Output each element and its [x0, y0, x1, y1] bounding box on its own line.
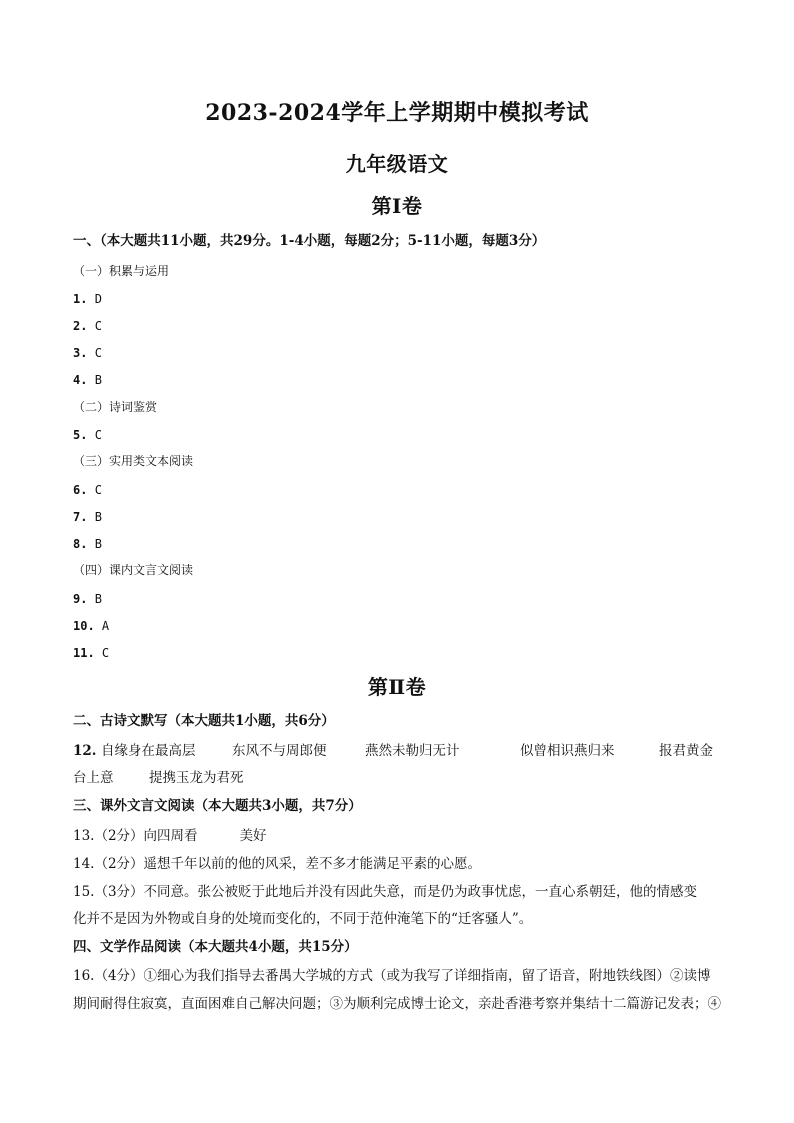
subsection-heading: （二）诗词鉴赏 [73, 400, 158, 414]
answer-line: 2. C [73, 319, 102, 333]
answer-line: 11. C [73, 646, 110, 660]
answer-line: 6. C [73, 483, 102, 497]
section-2-heading: 二、古诗文默写（本大题共1小题，共6分） [73, 713, 335, 729]
answer-line: 5. C [73, 428, 102, 442]
section-4-heading: 四、文学作品阅读（本大题共4小题，共15分） [73, 939, 358, 955]
answer-line: 12. 自缘身在最高层 东风不与周郎便 燕然未勒归无计 似曾相识燕归来 报君黄金 [73, 743, 713, 759]
answer-line: 7. B [73, 510, 102, 524]
section-1-heading: 一、（本大题共11小题，共29分。1-4小题，每题2分；5-11小题，每题3分） [73, 233, 546, 249]
answer-line: 14.（2分）遥想千年以前的他的风采，差不多才能满足平素的心愿。 [73, 856, 482, 872]
answer-line: 15.（3分）不同意。张公被贬于此地后并没有因此失意，而是仍为政事忧虑，一直心系朝廷，他的情感变 [73, 884, 698, 900]
answer-line: 13.（2分）向四周看 美好 [73, 828, 267, 844]
answer-line: 10. A [73, 619, 110, 633]
answer-line: 3. C [73, 346, 102, 360]
answer-line: 化并不是因为外物或自身的处境而变化的，不同于范仲淹笔下的“迁客骚人”。 [73, 911, 533, 927]
answer-line: 期间耐得住寂寞，直面困难自己解决问题；③为顺利完成博士论文，亲赴香港考察并集结十二篇游记发表；④ [73, 996, 721, 1012]
exam-title: 2023-2024学年上学期期中模拟考试 [205, 100, 589, 126]
volume-1-title: 第Ⅰ卷 [371, 194, 423, 218]
answer-line: 1. D [73, 292, 102, 306]
answer-line: 16.（4分）①细心为我们指导去番禺大学城的方式（或为我写了详细指南，留了语音，附地铁线图）②读博 [73, 968, 711, 984]
volume-2-title: 第Ⅱ卷 [367, 675, 427, 699]
answer-line: 9. B [73, 592, 102, 606]
answer-line: 4. B [73, 373, 102, 387]
section-3-heading: 三、课外文言文阅读（本大题共3小题，共7分） [73, 798, 362, 814]
answer-line: 8. B [73, 537, 102, 551]
subsection-heading: （四）课内文言文阅读 [73, 563, 194, 577]
subsection-heading: （一）积累与运用 [73, 264, 170, 278]
subject-title: 九年级语文 [345, 152, 449, 176]
answer-line: 台上意 提携玉龙为君死 [73, 770, 244, 786]
subsection-heading: （三）实用类文本阅读 [73, 454, 194, 468]
